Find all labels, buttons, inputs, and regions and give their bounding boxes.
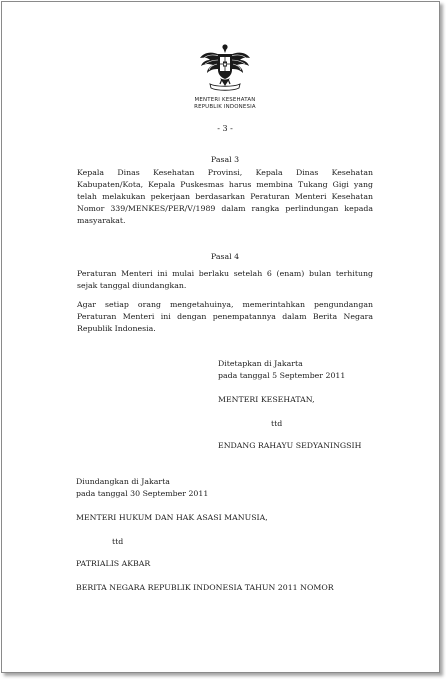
pasal-4-text-2: Agar setiap orang mengetahuinya, memerintahkan pengundangan Peraturan Menteri ini dengan penempatannya dalam Berita Negara Republik Indonesia.	[77, 300, 373, 333]
ministry-country: REPUBLIK INDONESIA	[194, 104, 256, 110]
pasal-4-body	[77, 268, 373, 292]
pasal-3-text: Kepala Dinas Kesehatan Provinsi, Kepala Dinas Kesehatan Kabupaten/Kota, Kepala Puskesmas harus membina Tukang Gigi yang telah melakukan pekerjaan berdasarkan Peraturan Menteri Kesehatan Nomor 339/MENKES/PER/V/1989 dalam rangka perlindungan kepada masyarakat.	[77, 168, 373, 225]
signature-ttd: ttd	[271, 419, 283, 428]
enactment-date: pada tanggal 30 September 2011	[76, 489, 209, 498]
page-number: - 3 -	[217, 124, 233, 133]
pasal-4-body-2	[77, 299, 373, 335]
enactment-title: MENTERI HUKUM DAN HAK ASASI MANUSIA,	[76, 513, 268, 522]
signature-name: ENDANG RAHAYU SEDYANINGSIH	[218, 441, 362, 450]
signature-place: Ditetapkan di Jakarta	[218, 359, 303, 368]
signature-title: MENTERI KESEHATAN,	[218, 395, 315, 404]
gazette-reference: BERITA NEGARA REPUBLIK INDONESIA TAHUN 2011 NOMOR	[76, 583, 334, 592]
pasal-3-body	[77, 167, 373, 227]
ministry-name: MENTERI KESEHATAN	[194, 97, 256, 103]
pasal-4-title: Pasal 4	[210, 252, 240, 261]
garuda-emblem-icon	[198, 42, 252, 94]
enactment-ttd: ttd	[112, 537, 124, 546]
signature-date: pada tanggal 5 September 2011	[218, 371, 346, 380]
enactment-place: Diundangkan di Jakarta	[76, 477, 170, 486]
pasal-3-title: Pasal 3	[210, 155, 240, 164]
pasal-4-text-1: Peraturan Menteri ini mulai berlaku setelah 6 (enam) bulan terhitung sejak tanggal diundangkan.	[77, 269, 373, 290]
document-page	[1, 1, 440, 673]
enactment-name: PATRIALIS AKBAR	[76, 559, 151, 568]
